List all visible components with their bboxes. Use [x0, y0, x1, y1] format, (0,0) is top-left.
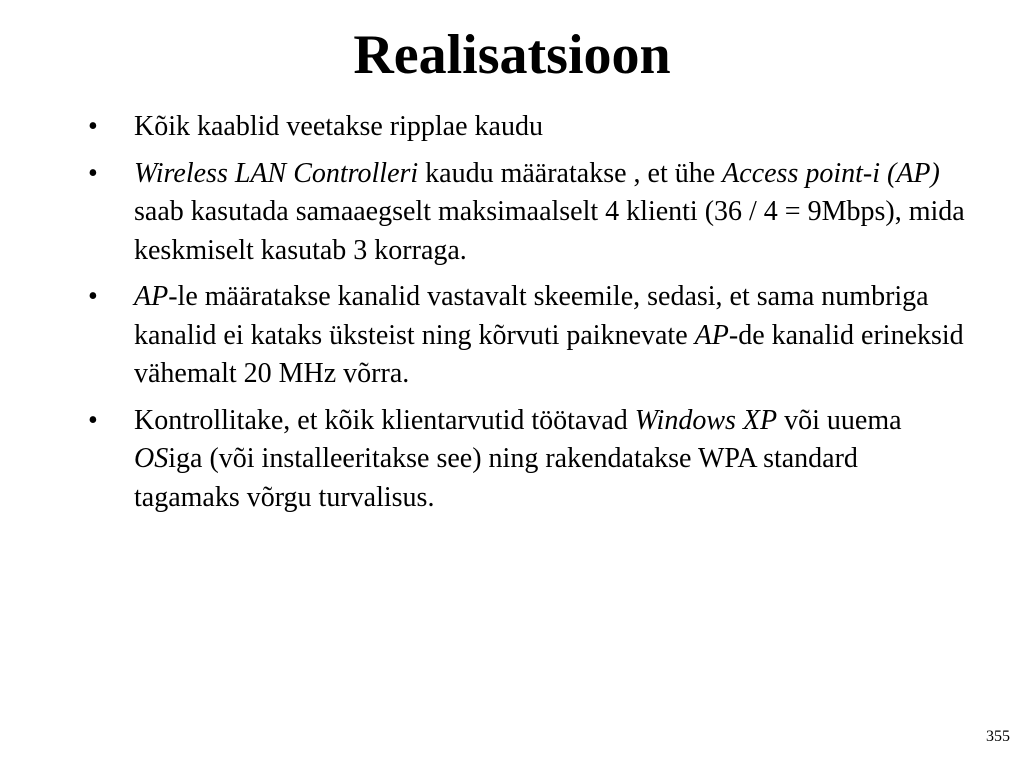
bullet-item: [88, 278, 968, 394]
text-segment: Kõik kaablid veetakse ripplae kaudu: [134, 111, 543, 142]
text-segment-italic: OS: [134, 443, 169, 474]
text-segment: saab kasutada samaaegselt maksimaalselt 4 klienti (36 / 4 = 9Mbps), mida keskmiselt kasutab 3 korraga.: [134, 196, 965, 266]
bullet-dot-icon: •: [88, 281, 98, 312]
bullet-text: [134, 405, 902, 513]
text-segment: Kontrollitake, et kõik klientarvutid töötavad: [134, 404, 635, 436]
text-segment: kaudu määratakse , et ühe: [418, 157, 723, 189]
slide-title: Realisatsioon: [353, 24, 671, 86]
text-segment: või uuema: [777, 404, 902, 436]
text-segment-italic: AP: [134, 281, 169, 312]
text-segment-italic: Wireless LAN Controlleri: [134, 157, 419, 189]
bullet-text: [134, 281, 964, 389]
text-segment: -de kanalid erineksid vähemalt 20 MHz võrra.: [134, 319, 964, 389]
bullet-text: [134, 158, 965, 266]
bullet-dot-icon: •: [88, 111, 98, 142]
bullet-item: [88, 155, 968, 271]
bullet-list: [88, 108, 968, 525]
text-segment-italic: Access point-i (AP): [722, 157, 940, 189]
text-segment-italic: Windows XP: [634, 404, 778, 436]
bullet-item: [88, 108, 968, 147]
page-number: 355: [986, 728, 1010, 745]
bullet-text: [134, 111, 543, 142]
text-segment: iga (või installeeritakse see) ning rakendatakse WPA standard tagamaks võrgu turvalisus.: [134, 443, 858, 513]
bullet-dot-icon: •: [88, 404, 98, 436]
text-segment-italic: AP: [694, 319, 729, 351]
text-segment: -le määratakse kanalid vastavalt skeemile, sedasi, et sama numbriga kanalid ei kataks üksteist ning kõrvuti paiknevate: [134, 281, 929, 351]
bullet-item: [88, 402, 968, 518]
bullet-dot-icon: •: [88, 157, 98, 189]
